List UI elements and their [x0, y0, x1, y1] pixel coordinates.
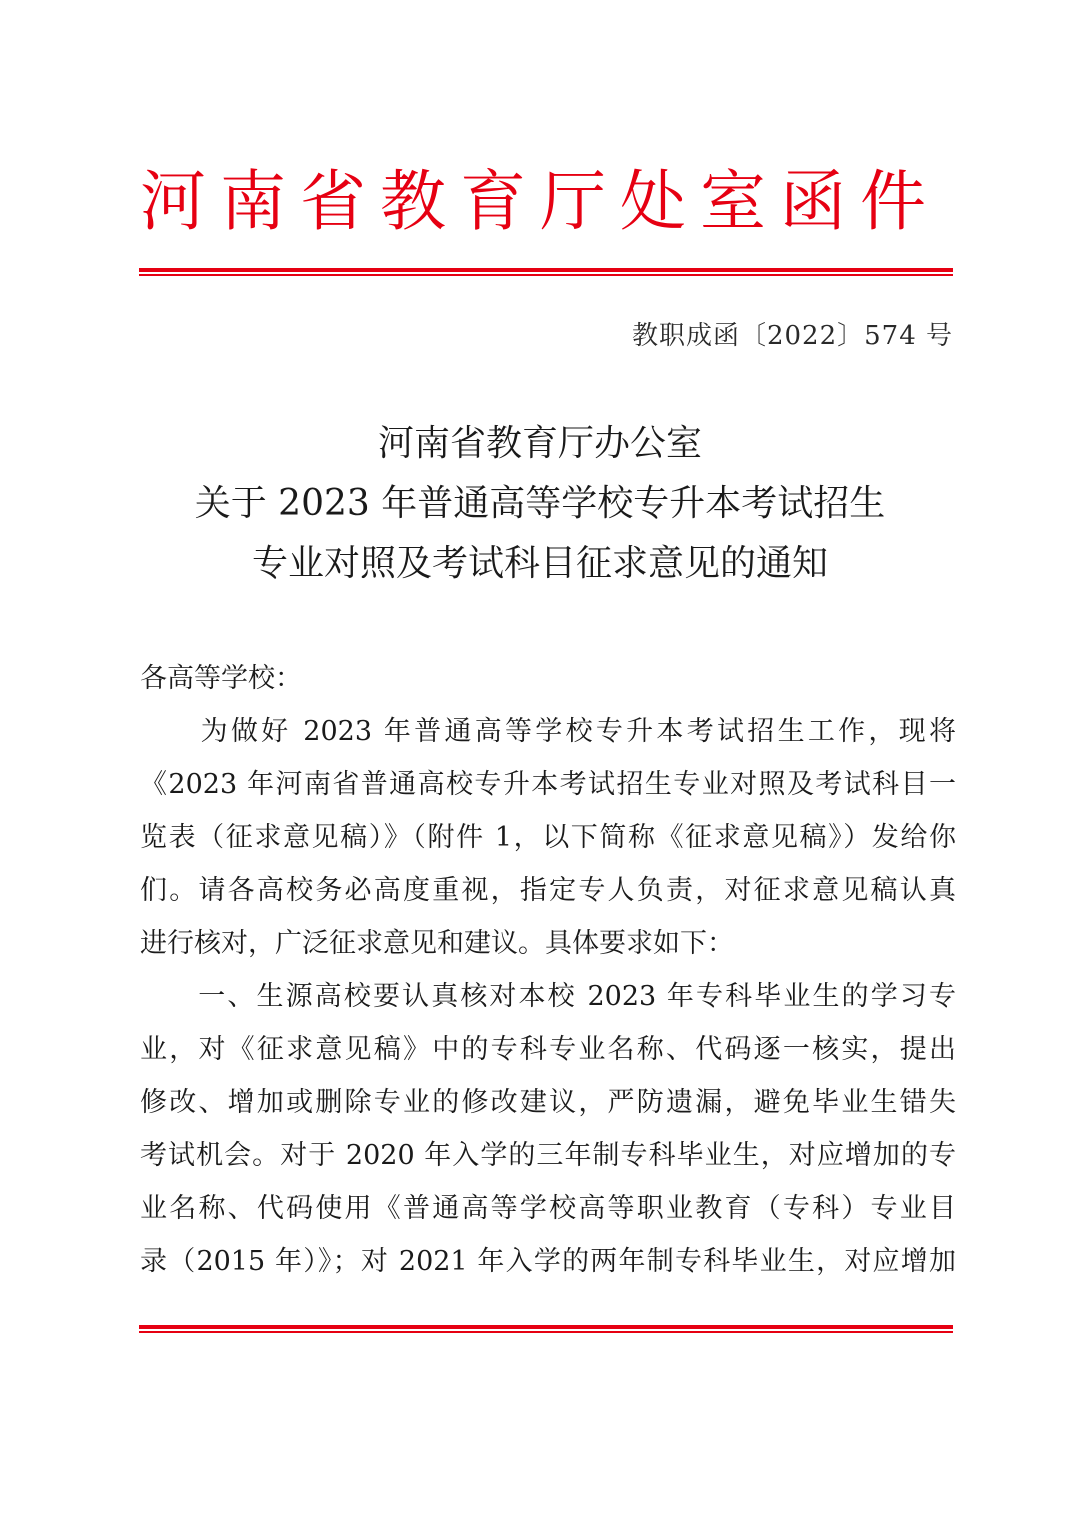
paragraph-line: 业，对《征求意见稿》中的专科专业名称、代码逐一核实，提出	[140, 1034, 956, 1065]
paragraph-line: 们。请各高校务必高度重视，指定专人负责，对征求意见稿认真	[140, 875, 956, 906]
paragraph-2	[140, 970, 956, 1288]
red-divider-bottom	[139, 1325, 953, 1333]
red-divider-top	[139, 268, 953, 276]
paragraph-line: 业名称、代码使用《普通高等学校高等职业教育（专科）专业目	[140, 1193, 956, 1224]
document-title	[0, 414, 1080, 594]
paragraph-line: 进行核对，广泛征求意见和建议。具体要求如下：	[140, 928, 734, 959]
paragraph-line: 览表（征求意见稿）》（附件 1，以下简称《征求意见稿》）发给你	[140, 822, 956, 853]
paragraph-line: 为做好 2023 年普通高等学校专升本考试招生工作，现将	[140, 716, 956, 747]
paragraph-line: 《2023 年河南省普通高校专升本考试招生专业对照及考试科目一	[140, 769, 956, 800]
document-body	[140, 652, 956, 1288]
paragraph-line: 录（2015 年）》；对 2021 年入学的两年制专科毕业生，对应增加	[140, 1246, 956, 1277]
paragraph-line: 修改、增加或删除专业的修改建议，严防遗漏，避免毕业生错失	[140, 1087, 956, 1118]
document-number: 教职成函〔2022〕574 号	[631, 321, 953, 351]
title-line-1: 河南省教育厅办公室	[377, 423, 702, 464]
paragraph-line: 一、生源高校要认真核对本校 2023 年专科毕业生的学习专	[140, 981, 956, 1012]
salutation: 各高等学校：	[140, 663, 302, 694]
title-line-2: 关于 2023 年普通高等学校专升本考试招生	[194, 483, 886, 524]
masthead-title: 河南省教育厅处室函件	[140, 163, 940, 240]
title-line-3: 专业对照及考试科目征求意见的通知	[251, 543, 828, 584]
paragraph-line: 考试机会。对于 2020 年入学的三年制专科毕业生，对应增加的专	[140, 1140, 956, 1171]
paragraph-1	[140, 705, 956, 970]
